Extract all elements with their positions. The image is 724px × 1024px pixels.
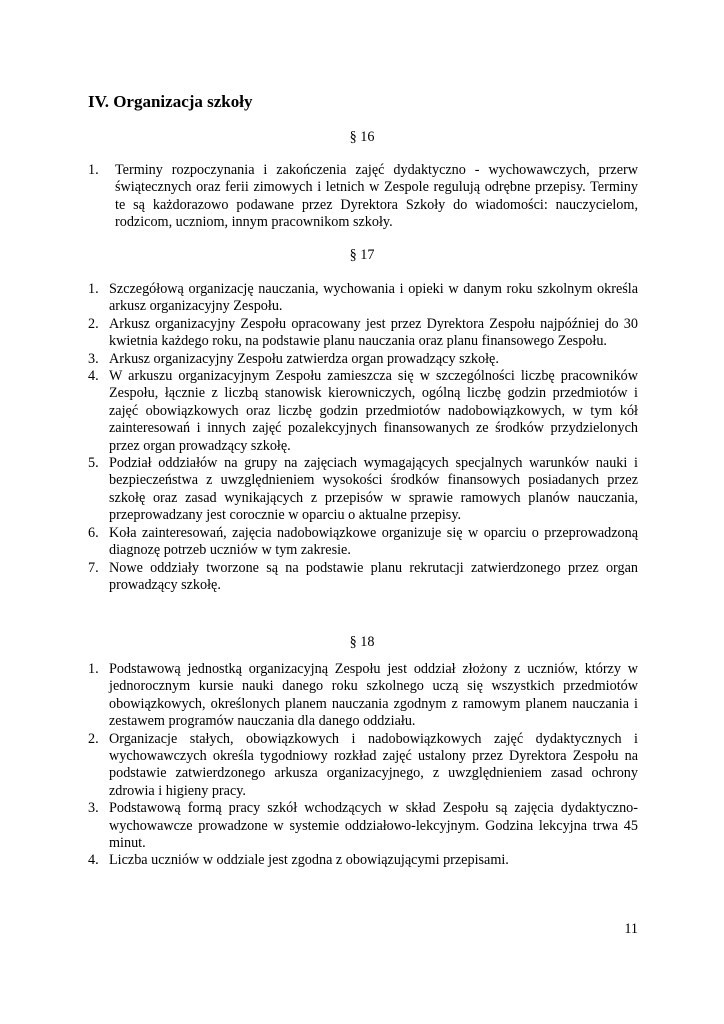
item-number: 4. [88,852,99,869]
list-item [88,455,638,525]
item-text: Liczba uczniów w oddziale jest zgodna z obowiązującymi przepisami. [109,852,509,869]
item-text: Nowe oddziały tworzone są na podstawie planu rekrutacji zatwierdzonego przez organ prowadzący szkołę. [109,559,638,593]
item-number: 3. [88,800,99,817]
item-text: Podstawową jednostką organizacyjną Zespołu jest oddział złożony z uczniów, którzy w jednorocznym kursie nauki danego roku szkolnego uczą się wszystkich przedmiotów obowiązkowych, określonych planem nauczania zgodnym z ramowym planem nauczania i zestawem programów nauczania dla danego oddziału. [109,661,638,730]
item-number: 1. [88,162,99,178]
item-text: Podział oddziałów na grupy na zajęciach wymagających specjalnych warunków nauki i bezpieczeństwa z uwzględnieniem wysokości środków finansowych posiadanych przez szkołę oraz zasad wynikających z przepisów w sprawie ramowych planów nauczania, przeprowadzany jest corocznie w oparciu o aktualne przepisy. [109,455,638,524]
item-number: 7. [88,559,99,576]
chapter-heading: IV. Organizacja szkoły [88,92,253,111]
item-number: 4. [88,368,99,385]
item-text: Terminy rozpoczynania i zakończenia zajęć dydaktyczno - wychowawczych, przerw świątecznych oraz ferii zimowych i letnich w Zespole regulują odrębne przepisy. Terminy te są każdorazowo podawane przez Dyrektora Szkoły do wiadomości: nauczycielom, rodzicom, uczniom, innym pracownikom szkoły. [115,162,638,231]
page-number: 11 [624,921,638,937]
item-number: 1. [88,661,99,677]
item-text: Podstawową formą pracy szkół wchodzących w skład Zespołu są zajęcia dydaktyczno-wychowawcze prowadzone w systemie oddziałowo-lekcyjnym. Godzina lekcyjna trwa 45 minut. [109,800,638,852]
item-text: W arkuszu organizacyjnym Zespołu zamieszcza się w szczególności liczbę pracowników Zespołu, łącznie z liczbą stanowisk kierowniczych, ogólną liczbę godzin przedmiotów i zajęć obowiązkowych oraz liczbę godzin przedmiotów nadobowiązkowych, w tym kół zainteresowań i innych zajęć pozalekcyjnych finansowanych ze środków przydzielonych przez organ prowadzący szkołę. [109,368,638,454]
item-text: Arkusz organizacyjny Zespołu opracowany jest przez Dyrektora Zespołu najpóźniej do 30 kwietnia każdego roku, na podstawie planu nauczania oraz planu finansowego Zespołu. [109,315,638,350]
section-mark-16: § 16 [349,129,375,145]
list-item [88,731,638,801]
item-text: Organizacje stałych, obowiązkowych i nadobowiązkowych zajęć dydaktycznych i wychowawczych określa tygodniowy rozkład zajęć ustalony przez Dyrektora Zespołu na podstawie zatwierdzonego arkusza organizacyjnego, z uwzględnieniem zasad ochrony zdrowia i higieny pracy. [109,730,638,799]
list-item [88,852,638,869]
section-mark-18: § 18 [349,634,375,650]
list-item [88,351,638,368]
list-item [88,316,638,351]
section-17-list [88,281,638,594]
item-number: 5. [88,455,99,472]
list-item [88,162,638,232]
item-number: 6. [88,524,99,541]
item-text: Koła zainteresowań, zajęcia nadobowiązkowe organizuje się w oparciu o przeprowadzoną diagnozę potrzeb uczniów w tym zakresie. [109,524,638,559]
section-18-list [88,661,638,870]
list-item [88,560,638,595]
item-number: 3. [88,350,99,367]
section-16-list [88,162,638,232]
item-text: Arkusz organizacyjny Zespołu zatwierdza organ prowadzący szkołę. [109,350,499,367]
item-number: 2. [88,315,99,332]
section-mark-17: § 17 [349,247,375,263]
list-item [88,661,638,731]
item-text: Szczegółową organizację nauczania, wychowania i opieki w danym roku szkolnym określa arkusz organizacyjny Zespołu. [109,281,638,315]
list-item [88,525,638,560]
list-item [88,800,638,852]
item-number: 2. [88,730,99,747]
item-number: 1. [88,281,99,297]
list-item [88,368,638,455]
list-item [88,281,638,316]
